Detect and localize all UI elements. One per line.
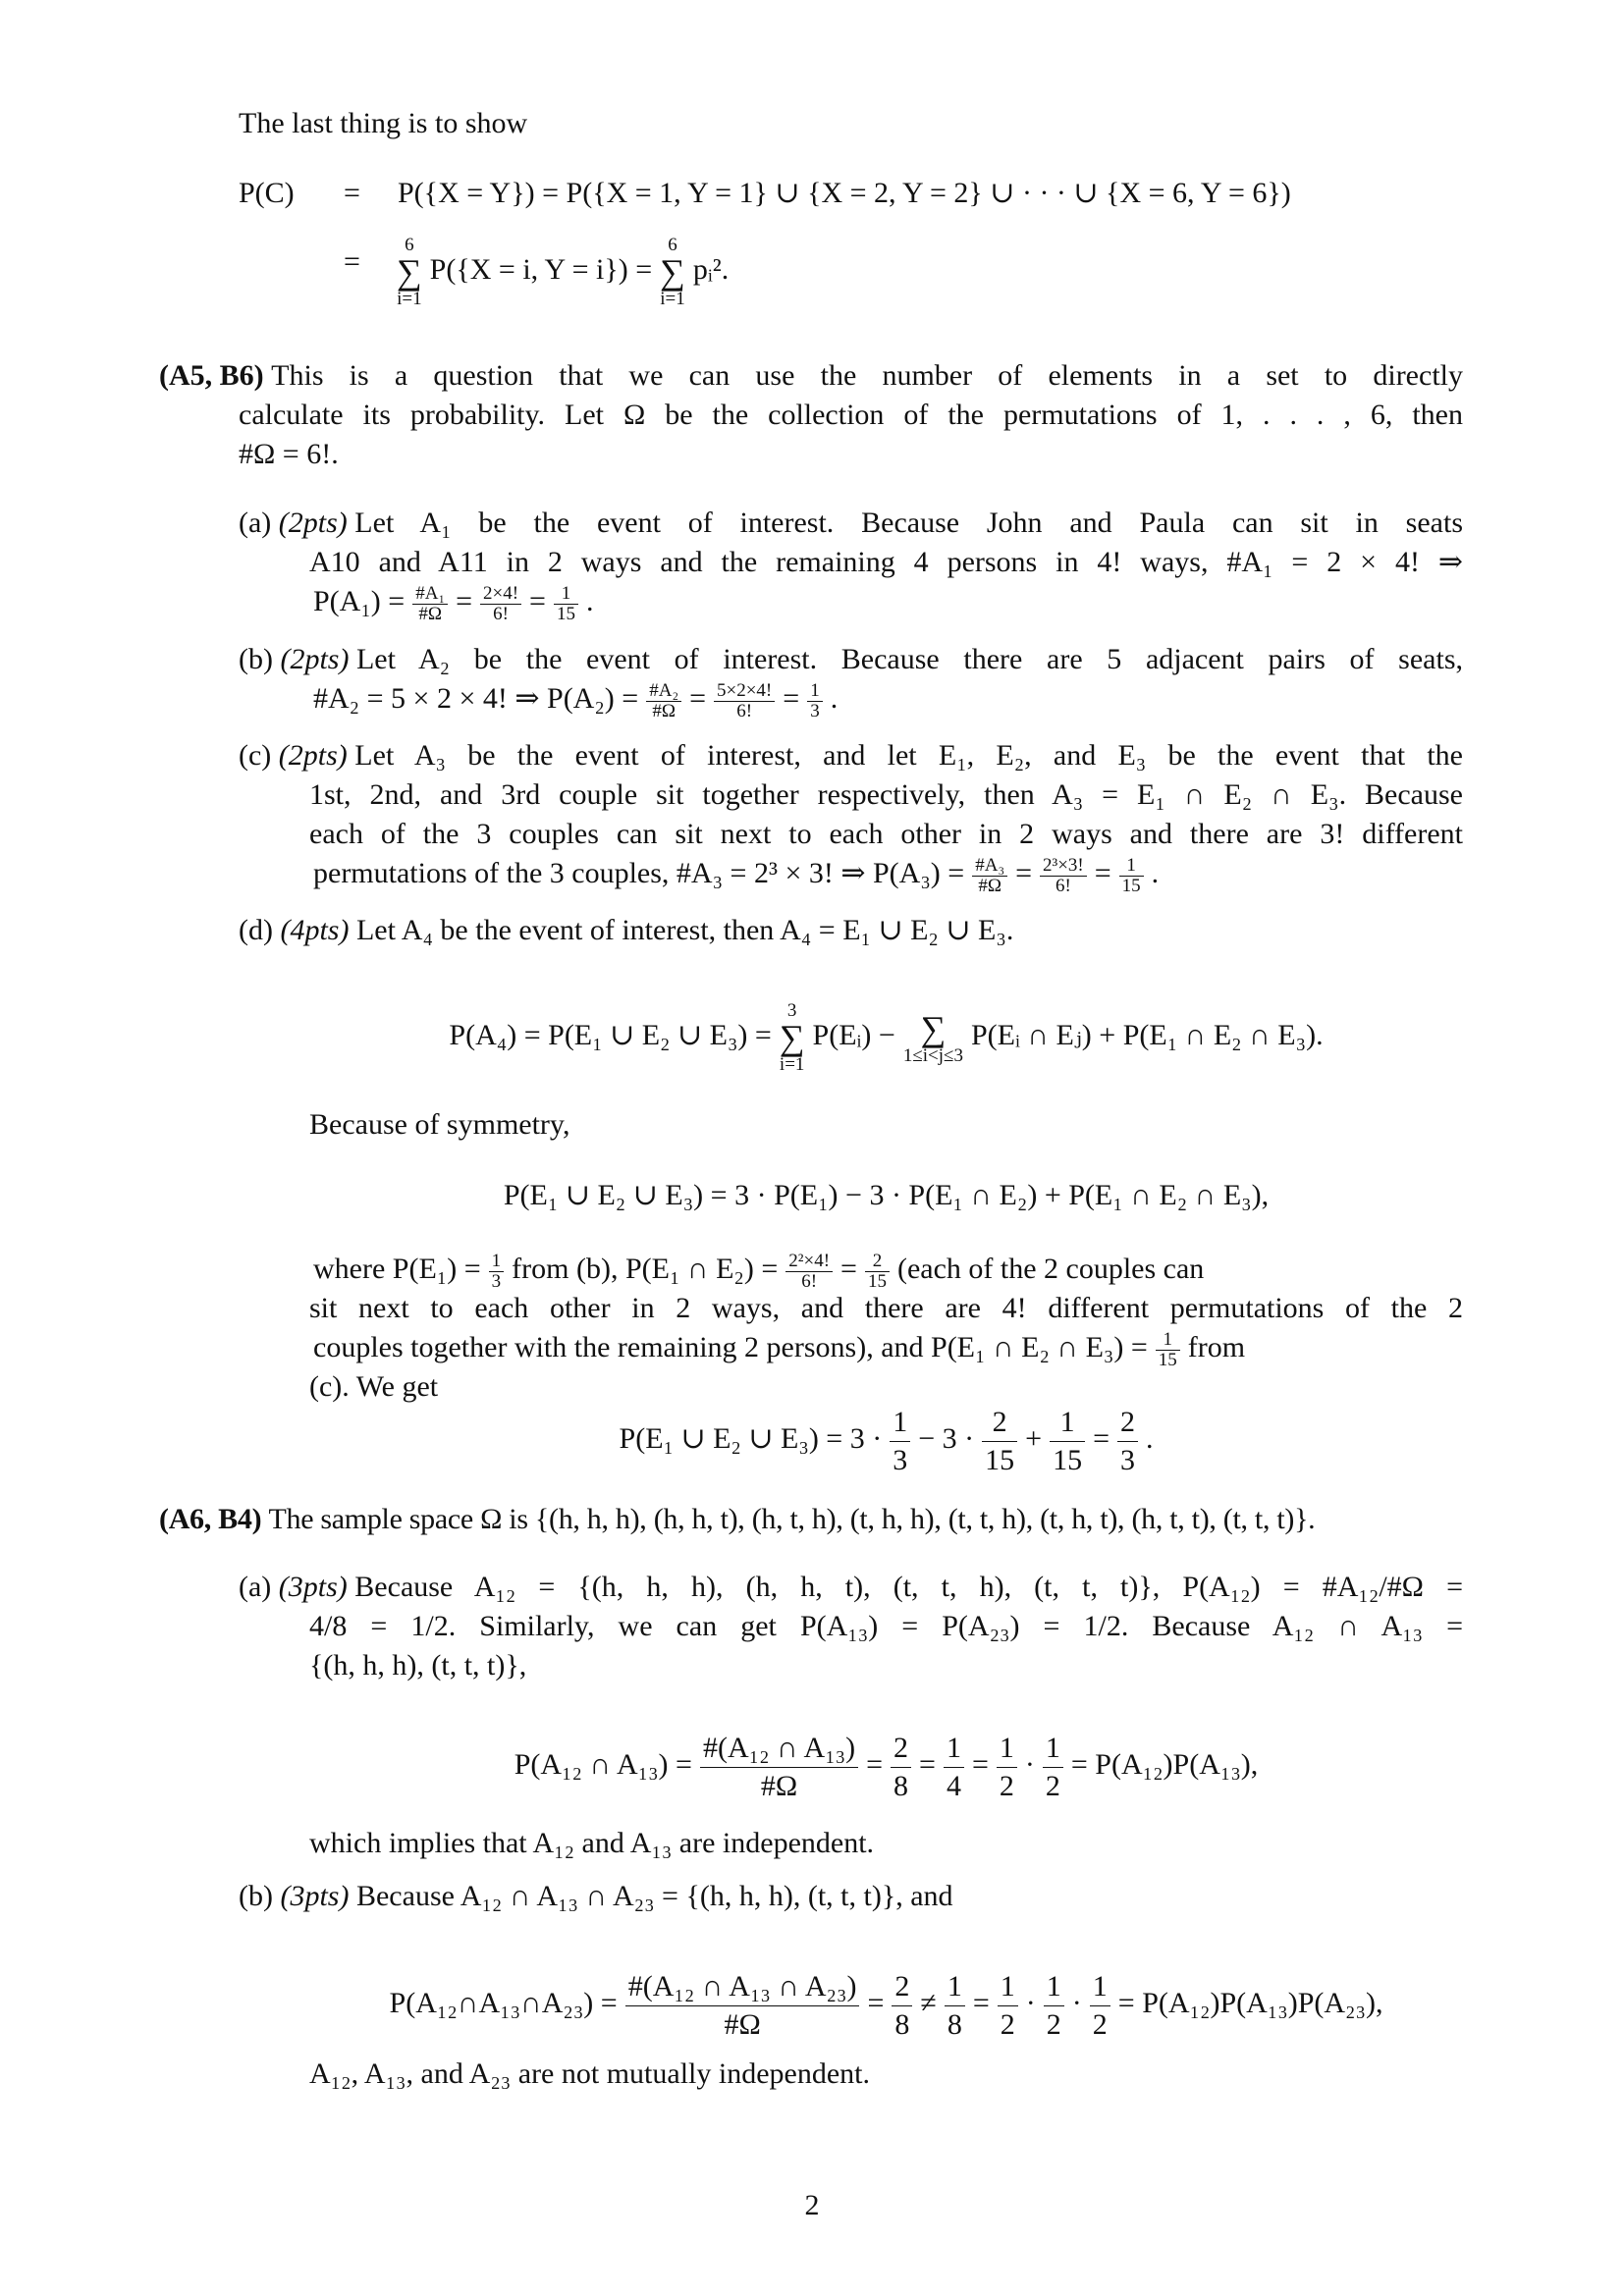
fraction bbox=[891, 1730, 911, 1804]
math-text: = P(A₁₂)P(A₁₃), bbox=[1070, 1747, 1259, 1781]
fraction bbox=[944, 1730, 964, 1804]
denominator: 8 bbox=[947, 2007, 962, 2041]
denominator: 2 bbox=[1000, 2007, 1015, 2041]
numerator: #A₃ bbox=[972, 856, 1007, 877]
points-label: (3pts) bbox=[280, 1880, 350, 1912]
numerator: 1 bbox=[944, 1730, 964, 1768]
math-text: · bbox=[1071, 1986, 1082, 2019]
math-text: · bbox=[1024, 1747, 1035, 1781]
numerator: 1 bbox=[890, 1404, 910, 1442]
fraction bbox=[412, 584, 448, 624]
numerator: 2²×4! bbox=[785, 1252, 833, 1272]
fraction bbox=[945, 1968, 965, 2043]
math-text: from (b), P(E₁ ∩ E₂) = bbox=[512, 1253, 779, 1285]
math-text: = bbox=[1094, 857, 1111, 889]
numerator: #(A₁₂ ∩ A₁₃) bbox=[700, 1730, 858, 1768]
fraction bbox=[700, 1730, 858, 1804]
paragraph-line: #Ω = 6!. bbox=[239, 438, 339, 470]
fraction bbox=[982, 1404, 1017, 1478]
denominator: 2 bbox=[1092, 2007, 1108, 2041]
sum-lower-limit: i=1 bbox=[397, 289, 422, 309]
part-label: (b) bbox=[239, 643, 273, 675]
numerator: #A₁ bbox=[412, 584, 448, 605]
denominator: 2 bbox=[999, 1769, 1014, 1802]
math-text: where P(E₁) = bbox=[313, 1253, 481, 1285]
denominator: 3 bbox=[810, 700, 820, 721]
math-text: P(A₁) = bbox=[313, 585, 406, 617]
denominator: 6! bbox=[1055, 875, 1071, 896]
math-text: = bbox=[971, 1747, 989, 1781]
summation bbox=[902, 1008, 963, 1066]
denominator: 6! bbox=[736, 700, 753, 721]
fraction bbox=[1050, 1404, 1085, 1478]
paragraph-line: Because A₁₂ = {(h, h, h), (h, h, t), (t, t, h), (t, t, t)}, P(A₁₂) = #A₁₂/#Ω = bbox=[354, 1571, 1463, 1603]
denominator: #Ω bbox=[760, 1769, 798, 1802]
section-label: (A6, B4) bbox=[159, 1503, 262, 1535]
fraction bbox=[785, 1252, 833, 1292]
numerator: 2 bbox=[865, 1252, 890, 1272]
denominator: 15 bbox=[556, 603, 575, 624]
math-text: pᵢ². bbox=[692, 252, 730, 286]
fraction bbox=[714, 681, 775, 721]
math-text: P(A₄) = P(E₁ ∪ E₂ ∪ E₃) = bbox=[449, 1018, 772, 1051]
paragraph-line: calculate its probability. Let Ω be the collection of the permutations of 1, . . . , 6, then bbox=[239, 399, 1463, 431]
sum-upper-limit: 6 bbox=[668, 235, 677, 255]
fraction bbox=[1040, 856, 1087, 896]
numerator: 1 bbox=[489, 1252, 505, 1272]
paragraph-line: (c). We get bbox=[309, 1370, 439, 1403]
points-label: (3pts) bbox=[278, 1571, 348, 1603]
numerator: #A₂ bbox=[646, 681, 681, 702]
fraction bbox=[1117, 1404, 1138, 1478]
part-c bbox=[239, 736, 1463, 896]
math-text: = bbox=[972, 1986, 990, 2019]
summation bbox=[780, 1001, 805, 1074]
math-text: = bbox=[867, 1986, 885, 2019]
numerator: 1 bbox=[1119, 856, 1144, 877]
fraction bbox=[892, 1968, 912, 2043]
fraction bbox=[625, 1968, 860, 2043]
math-text: = bbox=[529, 585, 546, 617]
symmetry-text: Because of symmetry, bbox=[309, 1108, 570, 1141]
denominator: #Ω bbox=[978, 875, 1001, 896]
equals-sign: = bbox=[344, 245, 360, 278]
fraction bbox=[480, 584, 521, 624]
math-text: = bbox=[783, 682, 800, 715]
math-text: (each of the 2 couples can bbox=[896, 1253, 1205, 1285]
equation-p-a4 bbox=[309, 1001, 1463, 1074]
numerator: 1 bbox=[1043, 1730, 1063, 1768]
part-label: (a) bbox=[239, 1571, 272, 1603]
fraction bbox=[1156, 1330, 1180, 1370]
paragraph-line: Let A₄ be the event of interest, then A₄ = E₁ ∪ E₂ ∪ E₃. bbox=[355, 914, 1014, 946]
fraction bbox=[807, 681, 823, 721]
part-label: (a) bbox=[239, 507, 272, 539]
section-a5b6 bbox=[159, 356, 1463, 474]
denominator: 15 bbox=[1053, 1443, 1083, 1476]
equals-sign: = bbox=[344, 177, 360, 209]
intro-text: The last thing is to show bbox=[239, 107, 528, 139]
numerator: 1 bbox=[945, 1968, 965, 2006]
math-line bbox=[309, 854, 1463, 896]
sigma-symbol: ∑ bbox=[660, 252, 685, 292]
denominator: 3 bbox=[893, 1443, 908, 1476]
math-text: · bbox=[1025, 1986, 1036, 2019]
math-line bbox=[309, 1328, 1463, 1370]
paragraph-line: A10 and A11 in 2 ways and the remaining 4 persons in 4! ways, #A₁ = 2 × 4! ⇒ bbox=[309, 546, 1463, 578]
fraction bbox=[972, 856, 1007, 896]
implies-text: which implies that A₁₂ and A₁₃ are independent. bbox=[309, 1827, 875, 1859]
numerator: 1 bbox=[1156, 1330, 1180, 1351]
numerator: 2×4! bbox=[480, 584, 521, 605]
math-text: P(Eᵢ) − bbox=[812, 1018, 895, 1051]
denominator: #Ω bbox=[724, 2007, 761, 2041]
numerator: #(A₁₂ ∩ A₁₃ ∩ A₂₃) bbox=[625, 1968, 860, 2006]
paragraph-line: The sample space Ω is {(h, h, h), (h, h, t), (h, t, h), (t, h, h), (t, t, h), (t, h, t), (h, t, t), (t, t, t)}. bbox=[268, 1503, 1316, 1535]
math-text: . bbox=[585, 585, 594, 617]
points-label: (4pts) bbox=[280, 914, 350, 946]
paragraph-line: Let A₁ be the event of interest. Because John and Paula can sit in seats bbox=[354, 507, 1463, 539]
numerator: 2 bbox=[1117, 1404, 1138, 1442]
sum-lower-limit: 1≤i<j≤3 bbox=[902, 1044, 963, 1066]
paragraph-line: each of the 3 couples can sit next to each other in 2 ways and there are 3! different bbox=[309, 818, 1463, 850]
denominator: 3 bbox=[1119, 1443, 1135, 1476]
eq-rhs: P({X = Y}) = P({X = 1, Y = 1} ∪ {X = 2, Y = 2} ∪ · · · ∪ {X = 6, Y = 6}) bbox=[398, 177, 1291, 209]
denominator: #Ω bbox=[652, 700, 676, 721]
numerator: 2³×3! bbox=[1040, 856, 1087, 877]
points-label: (2pts) bbox=[278, 739, 348, 772]
math-text: + bbox=[1025, 1421, 1043, 1455]
paragraph-line: 4/8 = 1/2. Similarly, we can get P(A₁₃) = P(A₂₃) = 1/2. Because A₁₂ ∩ A₁₃ = bbox=[309, 1610, 1463, 1642]
fraction bbox=[554, 584, 578, 624]
math-line bbox=[309, 679, 1463, 719]
denominator: 15 bbox=[985, 1443, 1015, 1476]
part-a6-a bbox=[239, 1568, 1463, 1685]
numerator: 1 bbox=[998, 1968, 1018, 2006]
denominator: 3 bbox=[491, 1270, 502, 1292]
fraction bbox=[865, 1252, 890, 1292]
sum-lower-limit: i=1 bbox=[779, 1054, 805, 1075]
summation bbox=[660, 236, 685, 308]
page-number: 2 bbox=[804, 2189, 820, 2221]
sigma-symbol: ∑ bbox=[397, 252, 422, 292]
part-b bbox=[239, 640, 1463, 719]
numerator: 5×2×4! bbox=[714, 681, 775, 702]
math-text: = bbox=[840, 1253, 857, 1285]
paragraph-line: sit next to each other in 2 ways, and there are 4! different permutations of the 2 bbox=[309, 1292, 1463, 1324]
math-text: = P(A₁₂)P(A₁₃)P(A₂₃), bbox=[1117, 1986, 1383, 2019]
conclusion-text: A₁₂, A₁₃, and A₂₃ are not mutually independent. bbox=[309, 2057, 870, 2090]
sigma-symbol: ∑ bbox=[920, 1008, 947, 1048]
part-label: (b) bbox=[239, 1880, 273, 1912]
math-text: P(Eᵢ ∩ Eⱼ) + P(E₁ ∩ E₂ ∩ E₃). bbox=[970, 1018, 1324, 1051]
math-text: permutations of the 3 couples, #A₃ = 2³ × 3! ⇒ P(A₃) = bbox=[313, 857, 965, 889]
paragraph-line: Let A₃ be the event of interest, and let E₁, E₂, and E₃ be the event that the bbox=[354, 739, 1463, 772]
fraction bbox=[489, 1252, 505, 1292]
paragraph-line: This is a question that we can use the number of elements in a set to directly bbox=[271, 359, 1463, 392]
numerator: 2 bbox=[892, 1968, 912, 2006]
part-label: (d) bbox=[239, 914, 273, 946]
section-a6b4 bbox=[159, 1500, 1315, 1539]
denominator: 15 bbox=[1158, 1349, 1177, 1370]
math-text: = bbox=[866, 1747, 884, 1781]
math-text: . bbox=[1145, 1421, 1154, 1455]
paragraph-line: Let A₂ be the event of interest. Because there are 5 adjacent pairs of seats, bbox=[355, 643, 1463, 675]
sum-lower-limit: i=1 bbox=[660, 289, 685, 309]
denominator: 8 bbox=[894, 2007, 910, 2041]
fraction bbox=[997, 1730, 1017, 1804]
fraction bbox=[1119, 856, 1144, 896]
denominator: 2 bbox=[1045, 1769, 1060, 1802]
paragraph-line: 1st, 2nd, and 3rd couple sit together respectively, then A₃ = E₁ ∩ E₂ ∩ E₃. Because bbox=[309, 778, 1463, 811]
numerator: 1 bbox=[554, 584, 578, 605]
math-text: ≠ bbox=[920, 1986, 937, 2019]
section-label: (A5, B6) bbox=[159, 359, 264, 392]
math-text: − 3 · bbox=[918, 1421, 975, 1455]
paragraph-line: Because A₁₂ ∩ A₁₃ ∩ A₂₃ = {(h, h, h), (t, t, t)}, and bbox=[355, 1880, 953, 1912]
denominator: 8 bbox=[893, 1769, 909, 1802]
math-text: couples together with the remaining 2 persons), and P(E₁ ∩ E₂ ∩ E₃) = bbox=[313, 1331, 1148, 1363]
math-text: P(A₁₂∩A₁₃∩A₂₃) = bbox=[389, 1986, 618, 2019]
fraction bbox=[1090, 1968, 1110, 2043]
denominator: 15 bbox=[867, 1270, 887, 1292]
equation-pc-line1 bbox=[239, 174, 295, 213]
points-label: (2pts) bbox=[280, 643, 350, 675]
equation-a12-a13-a23 bbox=[309, 1968, 1463, 2043]
denominator: 2 bbox=[1046, 2007, 1061, 2041]
math-text: from bbox=[1187, 1331, 1246, 1363]
denominator: 15 bbox=[1121, 875, 1141, 896]
math-text: P(A₁₂ ∩ A₁₃) = bbox=[514, 1747, 692, 1781]
denominator: 6! bbox=[493, 603, 509, 624]
where-paragraph bbox=[309, 1250, 1463, 1407]
equation-symmetry: P(E₁ ∪ E₂ ∪ E₃) = 3 · P(E₁) − 3 · P(E₁ ∩ E₂) + P(E₁ ∩ E₂ ∩ E₃), bbox=[503, 1179, 1270, 1211]
math-line bbox=[309, 1250, 1463, 1292]
part-d bbox=[239, 911, 1463, 950]
numerator: 1 bbox=[1050, 1404, 1085, 1442]
math-text: #A₂ = 5 × 2 × 4! ⇒ P(A₂) = bbox=[313, 682, 639, 715]
denominator: #Ω bbox=[418, 603, 442, 624]
equation-a12-a13 bbox=[309, 1730, 1463, 1804]
denominator: 6! bbox=[801, 1270, 818, 1292]
part-a6-b bbox=[239, 1877, 953, 1916]
math-text: . bbox=[1151, 857, 1160, 889]
numerator: 2 bbox=[982, 1404, 1017, 1442]
math-text: = bbox=[456, 585, 472, 617]
paragraph-line: {(h, h, h), (t, t, t)}, bbox=[309, 1649, 527, 1682]
math-text: = bbox=[1015, 857, 1032, 889]
numerator: 2 bbox=[891, 1730, 911, 1768]
sum-upper-limit: 6 bbox=[405, 235, 414, 255]
eq-lhs: P(C) bbox=[239, 177, 295, 209]
math-text: = bbox=[919, 1747, 936, 1781]
equation-pc-line2 bbox=[393, 236, 732, 308]
fraction bbox=[890, 1404, 910, 1478]
fraction bbox=[998, 1968, 1018, 2043]
sum-upper-limit: 3 bbox=[786, 1000, 797, 1021]
math-text: . bbox=[830, 682, 839, 715]
math-text: P({X = i, Y = i}) = bbox=[429, 252, 653, 286]
summation bbox=[397, 236, 422, 308]
numerator: 1 bbox=[1090, 1968, 1110, 2006]
fraction bbox=[1044, 1968, 1064, 2043]
points-label: (2pts) bbox=[278, 507, 348, 539]
numerator: 1 bbox=[1044, 1968, 1064, 2006]
math-text: = bbox=[1093, 1421, 1110, 1455]
part-label: (c) bbox=[239, 739, 272, 772]
math-text: = bbox=[689, 682, 706, 715]
fraction bbox=[646, 681, 681, 721]
sigma-symbol: ∑ bbox=[779, 1018, 805, 1057]
fraction bbox=[1043, 1730, 1063, 1804]
numerator: 1 bbox=[807, 681, 823, 702]
part-a bbox=[239, 504, 1463, 624]
denominator: 4 bbox=[946, 1769, 961, 1802]
numerator: 1 bbox=[997, 1730, 1017, 1768]
math-line bbox=[309, 582, 1463, 624]
equation-result bbox=[309, 1404, 1463, 1478]
math-text: P(E₁ ∪ E₂ ∪ E₃) = 3 · bbox=[619, 1421, 883, 1455]
